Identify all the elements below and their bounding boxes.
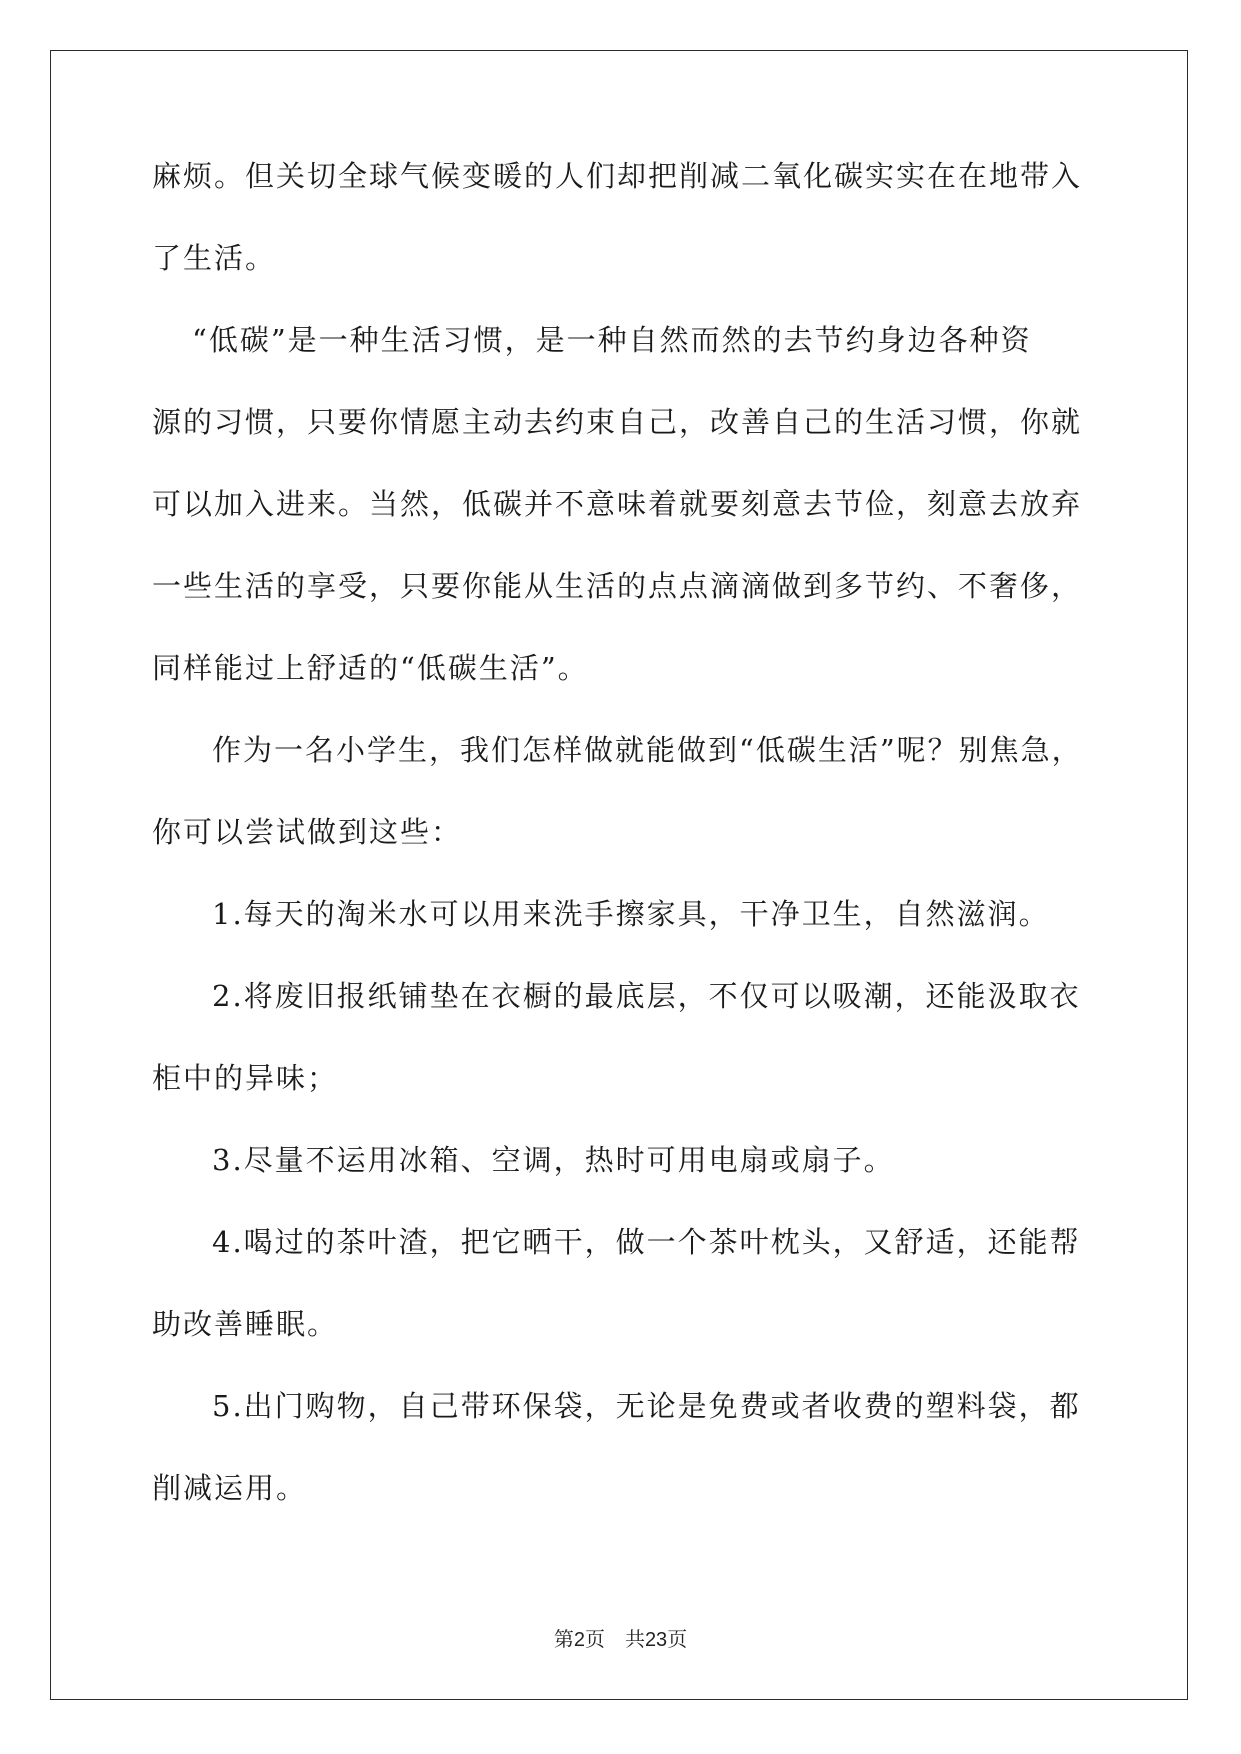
paragraph-start: 作为一名小学生，我们怎样做就能做到“低碳生活”呢？别焦急， (212, 733, 1083, 767)
text-line: 柜中的异味； (152, 1061, 339, 1095)
text-line: 削减运用。 (152, 1471, 308, 1505)
list-item-3: 3.尽量不运用冰箱、空调，热时可用电扇或扇子。 (212, 1143, 895, 1177)
footer-page-unit: 页 (584, 1627, 605, 1651)
text-line: 助改善睡眠。 (152, 1307, 339, 1341)
page-footer (0, 1626, 1241, 1653)
list-item-5: 5.出门购物，自己带环保袋，无论是免费或者收费的塑料袋，都 (212, 1389, 1081, 1423)
total-pages-number: 23 (644, 1629, 668, 1651)
footer-prefix: 第 (553, 1627, 574, 1651)
list-item-4: 4.喝过的茶叶渣，把它晒干，做一个茶叶枕头，又舒适，还能帮 (212, 1225, 1081, 1259)
page-border (50, 50, 1188, 1700)
text-line: 可以加入进来。当然，低碳并不意味着就要刻意去节俭，刻意去放弃 (152, 487, 1083, 521)
text-line: 同样能过上舒适的“低碳生活”。 (152, 651, 589, 685)
list-item-2: 2.将废旧报纸铺垫在衣橱的最底层，不仅可以吸潮，还能汲取衣 (212, 979, 1081, 1013)
footer-total-unit: 页 (667, 1627, 688, 1651)
footer-total-prefix: 共 (624, 1627, 645, 1651)
text-line: 一些生活的享受，只要你能从生活的点点滴滴做到多节约、不奢侈， (152, 569, 1083, 603)
text-line: 了生活。 (152, 241, 277, 275)
text-line: 你可以尝试做到这些： (152, 815, 463, 849)
paragraph-start: “低碳”是一种生活习惯，是一种自然而然的去节约身边各种资 (192, 323, 1032, 357)
text-line: 麻烦。但关切全球气候变暖的人们却把削减二氧化碳实实在在地带入 (152, 159, 1083, 193)
list-item-1: 1.每天的淘米水可以用来洗手擦家具，干净卫生，自然滋润。 (212, 897, 1050, 931)
text-line: 源的习惯，只要你情愿主动去约束自己，改善自己的生活习惯，你就 (152, 405, 1083, 439)
current-page-number: 2 (573, 1629, 585, 1651)
